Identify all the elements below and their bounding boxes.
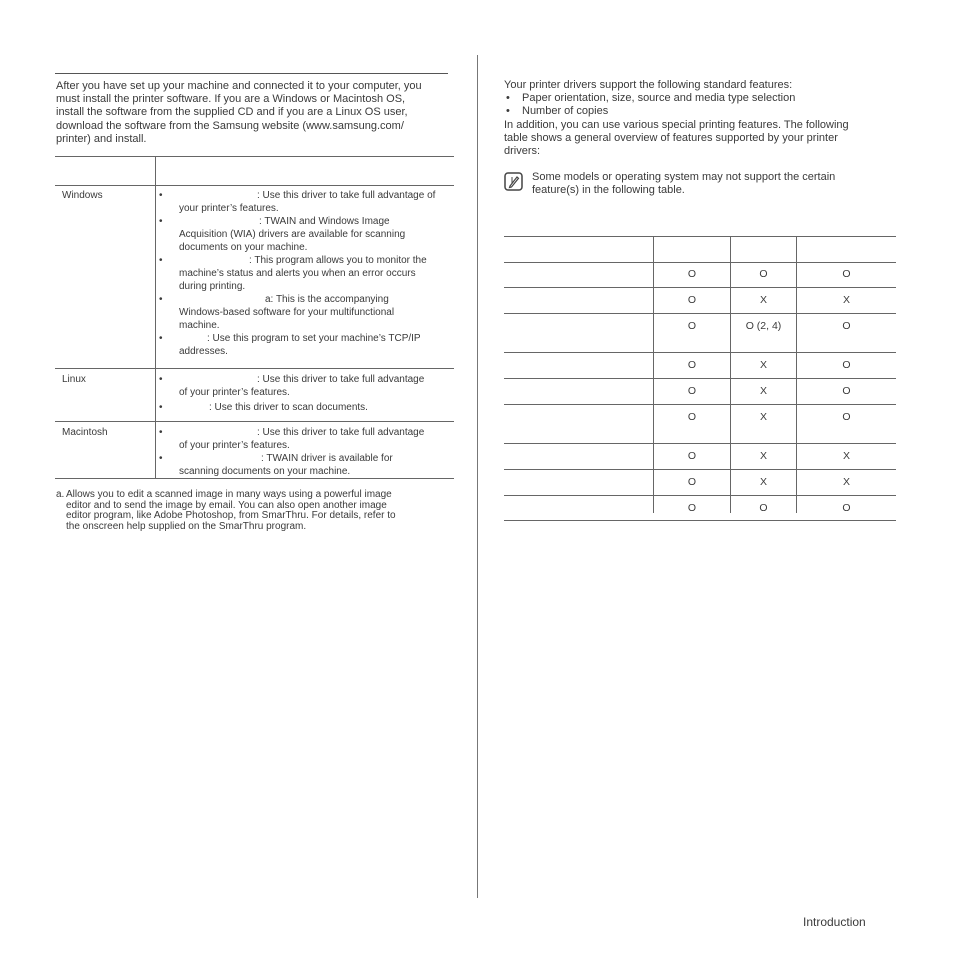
column-divider [477,55,478,898]
table-cell: X [759,359,767,371]
os-label: Linux [62,374,86,385]
table-cell: O [842,502,851,514]
linux-items [159,373,451,415]
row-col-divider [155,422,156,478]
table-row [504,444,896,470]
table-row [504,379,896,405]
table-cell: O (2, 4) [745,320,782,332]
footer-section-label: Introduction [803,915,866,929]
table-cell: X [759,385,767,397]
left-intro: After you have set up your machine and connected it to your computer, you must install the printer software. If you are a Windows or Macintosh OS, install the software from the supplied CD and if you are a Linux OS user, download the software from the Samsung website (www.samsung.com/ printer) and install. [56,80,422,145]
table-row [504,470,896,496]
table-cell: O [842,385,851,397]
table-cell: O [842,320,851,332]
bullet: • [506,92,510,105]
bullet: • [506,105,510,118]
col-divider-2 [730,236,731,513]
table-row [504,288,896,314]
list-item: • : This program allows you to monitor the machine’s status and alerts you when an error occurs during printing. [159,255,427,292]
table-cell: O [687,502,697,514]
table-row-linux [55,369,454,422]
bullet: • [159,255,163,266]
mac-items [159,426,451,478]
list-item: • : TWAIN and Windows Image Acquisition (WIA) drivers are available for scanning documents on your machine. [159,216,406,253]
table-row [504,353,896,379]
table-cell: O [687,359,697,371]
table-cell: O [759,502,768,514]
windows-items [159,189,451,358]
table-cell: O [759,268,768,280]
header-col-divider [155,156,156,185]
table-row-windows [55,185,454,369]
table-row [504,262,896,288]
table-cell: X [842,476,850,488]
table-cell: O [687,268,697,280]
list-item: • Number of copies [506,105,609,118]
table-cell: O [687,450,697,462]
note-icon [504,172,523,191]
list-item: • Paper orientation, size, source and media type selection [506,92,796,105]
col-divider-1 [653,236,654,513]
os-label: Windows [62,190,103,201]
table-cell: X [759,294,767,306]
table-cell: O [842,411,851,423]
table-row [504,496,896,521]
row-col-divider [155,185,156,368]
footnote-marker: a. [56,489,65,500]
right-intro: Your printer drivers support the following standard features: • Paper orientation, size, source and media type selection • Number of copies In addition, you can use various special printing features. The following table shows a general overview of features supported by your printer drivers: [504,79,904,158]
list-item: • : Use this driver to take full advantage of your printer’s features. [159,427,425,451]
bullet: • [159,216,163,227]
table-cell: O [687,476,697,488]
footnote: a. Allows you to edit a scanned image in many ways using a powerful image editor and to send the image by email. You can also open another image editor program, like Adobe Photoshop, from SmarThru. For details, refer to the onscreen help supplied on the SmarThru program. [56,489,396,532]
table-cell: O [687,294,697,306]
software-table-header [55,156,454,186]
table-cell: X [759,450,767,462]
bullet: • [159,333,163,344]
list-item: • : Use this program to set your machine’s TCP/IP addresses. [159,333,421,357]
feature-table-header [504,236,896,263]
table-cell: X [842,450,850,462]
list-item: • : Use this driver to take full advantage of your printer’s features. [159,190,436,214]
software-table [55,156,454,484]
bullet: • [159,374,163,385]
note-text: Some models or operating system may not support the certain feature(s) in the following table. [532,171,836,197]
os-label: Macintosh [62,427,108,438]
row-col-divider [155,369,156,421]
bullet: • [159,190,163,201]
bullet: • [159,427,163,438]
table-cell: X [842,294,850,306]
bullet: • [159,402,163,413]
table-cell: O [687,320,697,332]
feature-table [504,236,896,514]
table-cell: O [687,385,697,397]
table-row-macintosh [55,422,454,479]
table-cell: O [842,359,851,371]
table-row [504,314,896,353]
table-cell: X [759,411,767,423]
table-cell: X [759,476,767,488]
table-cell: O [842,268,851,280]
col-divider-3 [796,236,797,513]
list-item: • a: This is the accompanying Windows-based software for your multifunctional machine. [159,294,395,331]
list-item: • : Use this driver to scan documents. [159,402,368,413]
list-item: • : TWAIN driver is available for scanning documents on your machine. [159,453,393,477]
table-row [504,405,896,444]
left-top-rule [55,73,448,74]
list-item: • : Use this driver to take full advantage of your printer’s features. [159,374,425,398]
bullet: • [159,453,163,464]
table-cell: O [687,411,697,423]
bullet: • [159,294,163,305]
